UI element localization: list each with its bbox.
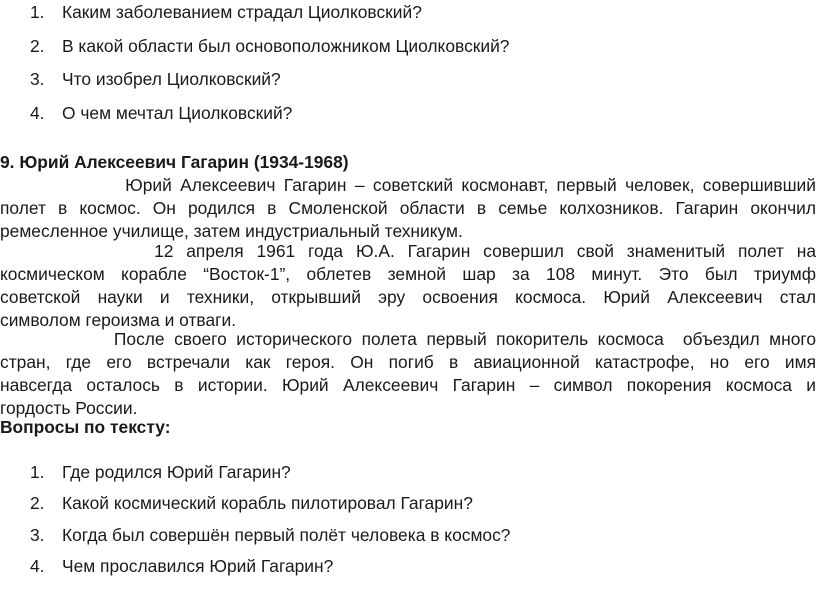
paragraph-line: ремесленное училище, затем индустриальный техникум.	[0, 221, 463, 241]
list-item-number: 1.	[30, 462, 45, 482]
list-item-number: 3.	[30, 524, 45, 545]
paragraph-line: советской науки и техники, открывший эру освоения космоса. Юрий Алексеевич стал	[0, 287, 816, 307]
section-heading: 9. Юрий Алексеевич Гагарин (1934-1968)	[0, 152, 349, 172]
paragraph-biography	[0, 174, 816, 243]
list-item-text: Какой космический корабль пилотировал Гагарин?	[62, 493, 473, 514]
list-item-text: Чем прославился Юрий Гагарин?	[62, 556, 334, 577]
list-item-number: 2.	[30, 493, 45, 514]
paragraph-line: После своего исторического полета первый покоритель космоса объездил много	[0, 329, 816, 349]
paragraph-line: навсегда осталось в истории. Юрий Алексеевич Гагарин – символ покорения космоса и	[0, 375, 816, 395]
list-item-text: Каким заболеванием страдал Циолковский?	[62, 2, 422, 22]
list-item-number: 3.	[30, 69, 45, 90]
list-item-text: О чем мечтал Циолковский?	[62, 103, 293, 124]
paragraph-line: космическом корабле “Восток-1”, облетев земной шар за 108 минут. Это был триумф	[0, 264, 816, 284]
list-item-number: 4.	[30, 103, 45, 124]
list-item-text: Что изобрел Циолковский?	[62, 69, 281, 90]
paragraph-line: Юрий Алексеевич Гагарин – советский космонавт, первый человек, совершивший	[0, 175, 816, 195]
paragraph-line: гордость России.	[0, 398, 138, 418]
paragraph-line: символом героизма и отваги.	[0, 310, 237, 330]
paragraph-flight	[0, 240, 816, 332]
list-item-number: 4.	[30, 556, 45, 577]
paragraph-legacy	[0, 328, 816, 420]
paragraph-line: 12 апреля 1961 года Ю.А. Гагарин совершил свой знаменитый полет на	[0, 241, 816, 261]
questions-title: Вопросы по тексту:	[0, 417, 171, 437]
list-item-text: В какой области был основоположником Циолковский?	[62, 35, 510, 56]
list-item-text: Где родился Юрий Гагарин?	[62, 462, 291, 482]
paragraph-line: стран, где его встречали как героя. Он погиб в авиационной катастрофе, но его имя	[0, 352, 816, 372]
paragraph-line: полет в космос. Он родился в Смоленской области в семье колхозников. Гагарин окончил	[0, 198, 816, 218]
list-item-number: 2.	[30, 35, 45, 56]
list-item-number: 1.	[30, 2, 45, 22]
list-item-text: Когда был совершён первый полёт человека в космос?	[62, 524, 511, 545]
